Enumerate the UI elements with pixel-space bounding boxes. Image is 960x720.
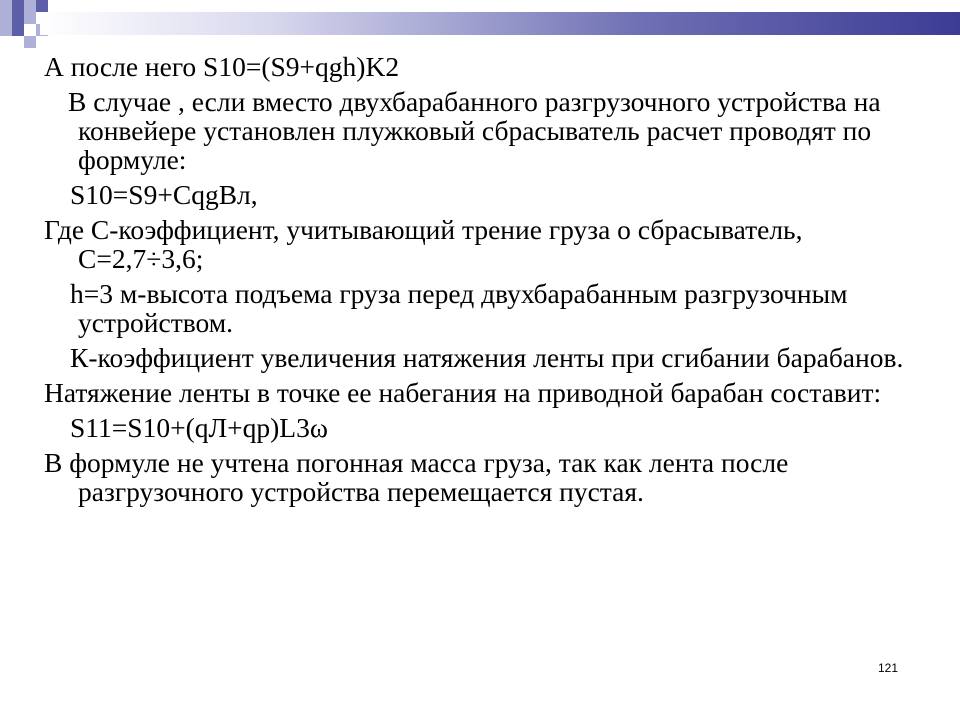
decor-square xyxy=(24,0,36,12)
slide-text-paragraph: Где С-коэффициент, учитывающий трение груза о сбрасыватель, С=2,7÷3,6; xyxy=(44,214,803,274)
decor-square xyxy=(0,24,12,36)
slide-formula: S10=S9+CqgBл, xyxy=(70,179,258,210)
slide-text-paragraph: К-коэффициент увеличения натяжения ленты при сгибании барабанов. xyxy=(70,342,904,373)
header-gradient-bar xyxy=(40,12,960,35)
slide-formula: S11=S10+(qЛ+qp)L3ω xyxy=(70,412,328,443)
decor-square xyxy=(12,12,24,24)
slide-text-line: А после него S10=(S9+qgh)K2 xyxy=(44,51,400,82)
decor-square xyxy=(12,24,24,36)
page-number: 121 xyxy=(878,661,899,675)
slide-text-paragraph: Натяжение ленты в точке ее набегания на приводной барабан составит: xyxy=(44,377,882,408)
decor-square xyxy=(0,12,12,24)
slide-body xyxy=(44,52,924,506)
decor-square xyxy=(24,12,36,24)
slide-text-paragraph: В формуле не учтена погонная масса груза, так как лента после разгрузочного устройства перемещается пустая. xyxy=(44,447,789,507)
decor-square xyxy=(0,0,12,12)
slide-text-paragraph: В случае , если вместо двухбарабанного разгрузочного устройства на конвейере установлен плужковый сбрасыватель расчет проводят по формуле: xyxy=(68,86,881,175)
decor-square xyxy=(24,36,36,48)
decor-square xyxy=(12,0,24,12)
decor-square xyxy=(36,0,48,12)
slide-text-paragraph: h=3 м-высота подъема груза перед двухбарабанным разгрузочным устройством. xyxy=(70,278,848,338)
